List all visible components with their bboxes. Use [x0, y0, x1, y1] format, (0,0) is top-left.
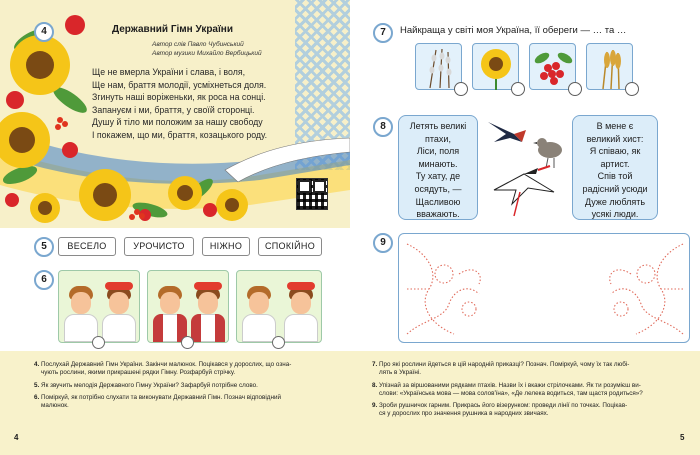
poem-line: великий хист:	[586, 133, 644, 144]
tile-willow[interactable]	[415, 43, 462, 90]
answer-circle-7-3[interactable]	[568, 82, 582, 96]
tasks-left	[34, 361, 334, 410]
poem-line: Ту хату, де	[415, 171, 461, 182]
hymn-line: Душу й тіло ми положим за нашу свободу	[92, 117, 263, 128]
task-line: 4. Послухай Державний Гімн України. Закінчи малюнок. Поцікався у дорослих, що озна-	[34, 361, 292, 368]
poem-nightingale	[572, 115, 658, 220]
swallow-icon	[488, 122, 526, 142]
poem-line: Спів той	[597, 171, 633, 182]
exercise-7-number: 7	[373, 23, 393, 43]
poem-line: минають.	[418, 158, 458, 169]
answer-circle-7-4[interactable]	[625, 82, 639, 96]
towel-embroidery-canvas[interactable]	[398, 233, 690, 343]
poem-line: птахи,	[425, 133, 451, 144]
tile-viburnum[interactable]	[529, 43, 576, 90]
girl-figure	[190, 280, 226, 342]
answer-circle-6-2[interactable]	[181, 336, 194, 349]
word-spokiino[interactable]: СПОКІЙНО	[258, 237, 322, 256]
lyrics-author: Автор слів Павло Чубинський	[152, 41, 244, 48]
answer-circle-6-3[interactable]	[272, 336, 285, 349]
page-number-right: 5	[680, 433, 685, 442]
task-line: 8. Упізнай за віршованими рядками птахів. Назви їх і вкажи стрілочками. Як ти розумієш ви-	[372, 381, 641, 389]
poem-line: Летять великі	[409, 121, 467, 131]
tile-sunflower[interactable]	[472, 43, 519, 90]
hymn-line: Згинуть наші воріженьки, як роса на сонці.	[92, 92, 266, 103]
hymn-line: Запануєм і ми, браття, у своїй сторонці.	[92, 104, 255, 115]
exercise-4-number: 4	[34, 22, 54, 42]
tasks-right	[372, 361, 690, 419]
hymn-illustration	[0, 0, 350, 228]
task-line: ся у дорослих про значення рушника в народних звичаях.	[379, 410, 549, 418]
exercise-7-proverb: Найкраща у світі моя Україна, її обереги — … та …	[400, 25, 627, 36]
exercise-8-number: 8	[373, 117, 393, 137]
picture-card-2[interactable]	[147, 270, 229, 343]
poem-line: осядуть, —	[414, 183, 462, 194]
qr-code-icon[interactable]	[296, 178, 328, 210]
poem-line: Щасливою	[415, 196, 461, 207]
poem-line: артист.	[600, 158, 630, 169]
word-urochysto[interactable]: УРОЧИСТО	[124, 237, 194, 256]
poem-line: Дуже люблять	[584, 196, 646, 207]
task-line: 9. Зроби рушничок гарним. Прикрась його візерунком: проведи лінії по точках. Поцікав-	[372, 402, 628, 410]
boy-figure	[152, 280, 188, 342]
hymn-title: Державний Гімн України	[112, 24, 233, 35]
hymn-line: Ще нам, браття молодії, усміхнеться доля.	[92, 79, 267, 90]
answer-circle-7-1[interactable]	[454, 82, 468, 96]
exercise-5-number: 5	[34, 237, 54, 257]
task-line: чують рослини, якими прикрашені рядки Гімну. Розфарбуй стрічку.	[41, 369, 236, 377]
picture-card-3[interactable]	[236, 270, 322, 343]
task-line: 6. Поміркуй, як потрібно слухати та виконувати Державний Гімн. Познач відповідний	[34, 393, 281, 401]
hymn-line: І покажем, що ми, браття, козацького роду.	[92, 129, 268, 140]
boy-figure	[241, 280, 277, 342]
word-veselo[interactable]: ВЕСЕЛО	[58, 237, 116, 256]
tile-wheat[interactable]	[586, 43, 633, 90]
poem-line: Я співаю, як	[589, 146, 641, 157]
exercise-9-number: 9	[373, 233, 393, 253]
girl-figure	[101, 280, 137, 342]
poem-line: Ліси, поля	[416, 146, 460, 157]
word-nizhno[interactable]: НІЖНО	[202, 237, 250, 256]
hymn-line: Ще не вмерла України і слава, і воля,	[92, 67, 246, 77]
task-line: лять в Україні.	[379, 369, 421, 377]
page-number-left: 4	[14, 433, 19, 442]
poem-line: В мене є	[596, 121, 634, 131]
picture-card-1[interactable]	[58, 270, 140, 343]
nightingale-icon	[533, 138, 562, 168]
poem-line: вважають.	[416, 209, 460, 220]
task-line: 7. Про які рослини йдеться в цій народній приказці? Познач. Поміркуй, чому їх так любі-	[372, 361, 630, 368]
hymn-lyrics	[92, 66, 302, 142]
stork-icon	[494, 166, 554, 216]
poem-line: усякі люди.	[591, 209, 639, 220]
task-line: слови: «Українська мова — мова солов'їна», «Де лелека водиться, там щастя родиться»?	[379, 389, 643, 397]
poem-stork	[398, 115, 478, 220]
birds-illustration	[484, 112, 584, 222]
task-line: 5. Як звучить мелодія Державного Гімну України? Зафарбуй потрібне слово.	[34, 381, 258, 389]
answer-circle-7-2[interactable]	[511, 82, 525, 96]
girl-figure	[283, 280, 319, 342]
poem-line: радісний усюди	[582, 183, 648, 194]
answer-circle-6-1[interactable]	[92, 336, 105, 349]
boy-figure	[63, 280, 99, 342]
dotted-embroidery-pattern	[399, 234, 691, 344]
task-line: малюнок.	[41, 402, 69, 410]
exercise-6-number: 6	[34, 270, 54, 290]
music-author: Автор музики Михайло Вербицький	[152, 50, 262, 57]
